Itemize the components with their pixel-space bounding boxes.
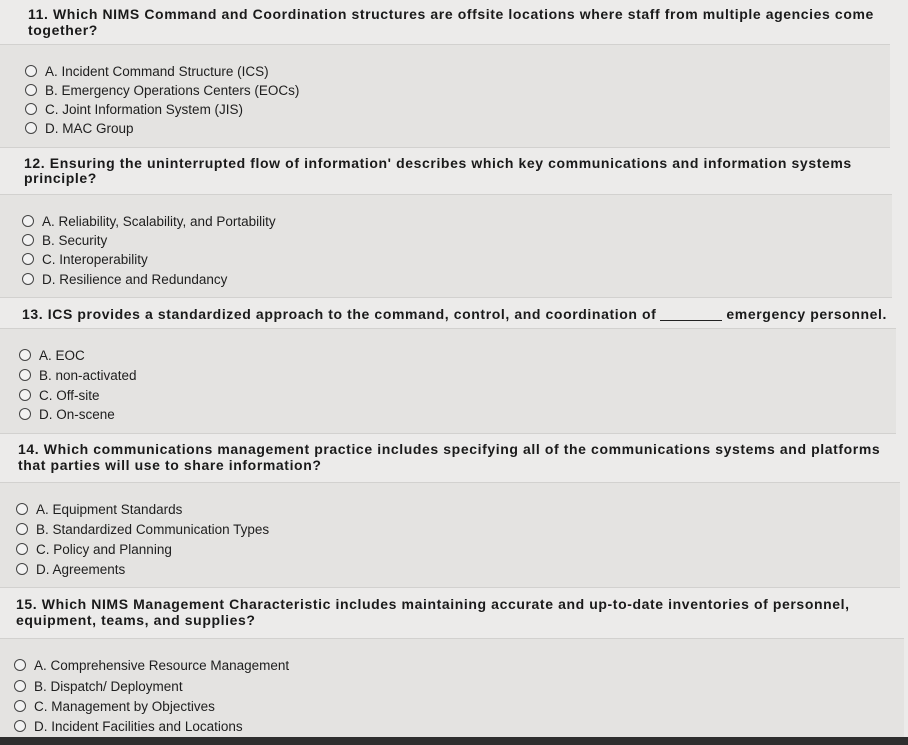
radio-button-icon[interactable] [14, 700, 26, 712]
q13-option-b[interactable] [19, 366, 137, 384]
q15-option-a[interactable] [14, 656, 289, 674]
bottom-edge-bar [0, 737, 908, 745]
option-label: A. Reliability, Scalability, and Portability [42, 213, 276, 229]
radio-button-icon[interactable] [25, 122, 37, 134]
radio-button-icon[interactable] [22, 234, 34, 246]
q15-option-d[interactable] [14, 717, 243, 735]
question-14-text-line2: that parties will use to share information? [18, 457, 322, 473]
radio-button-icon[interactable] [22, 215, 34, 227]
option-label: A. Equipment Standards [36, 501, 183, 517]
radio-button-icon[interactable] [16, 563, 28, 575]
option-label: A. Comprehensive Resource Management [34, 657, 290, 673]
question-12-text-line1: 12. Ensuring the uninterrupted flow of information' describes which key communications and information systems [24, 155, 852, 171]
q15-option-b[interactable] [14, 677, 183, 695]
question-13-text [22, 306, 887, 323]
q14-option-b[interactable] [16, 520, 269, 538]
option-label: D. Agreements [36, 561, 126, 577]
q14-option-a[interactable] [16, 500, 182, 518]
radio-button-icon[interactable] [14, 680, 26, 692]
radio-button-icon[interactable] [19, 349, 31, 361]
radio-button-icon[interactable] [16, 523, 28, 535]
option-label: B. non-activated [39, 367, 137, 383]
question-11-text-line2: together? [28, 22, 98, 38]
option-label: B. Security [42, 232, 108, 248]
option-label: D. Resilience and Redundancy [42, 271, 228, 287]
q11-option-a[interactable] [25, 62, 269, 80]
q11-option-c[interactable] [25, 100, 243, 118]
option-label: A. EOC [39, 347, 85, 363]
radio-button-icon[interactable] [19, 389, 31, 401]
q13-option-c[interactable] [19, 386, 100, 404]
question-15-text-line2: equipment, teams, and supplies? [16, 612, 256, 628]
option-label: C. Management by Objectives [34, 698, 215, 714]
radio-button-icon[interactable] [19, 408, 31, 420]
question-13-text-before-blank: 13. ICS provides a standardized approach to the command, control, and coordination of [22, 306, 657, 322]
radio-button-icon[interactable] [14, 720, 26, 732]
q14-option-d[interactable] [16, 560, 125, 578]
question-14-text-line1: 14. Which communications management practice includes specifying all of the communications systems and platforms [18, 441, 881, 457]
q12-option-d[interactable] [22, 270, 227, 288]
radio-button-icon[interactable] [16, 503, 28, 515]
option-label: B. Standardized Communication Types [36, 521, 270, 537]
question-15-text-line1: 15. Which NIMS Management Characteristic includes maintaining accurate and up-to-date inventories of personnel, [16, 596, 850, 612]
radio-button-icon[interactable] [16, 543, 28, 555]
q13-option-a[interactable] [19, 346, 85, 364]
option-label: D. MAC Group [45, 120, 134, 136]
option-label: D. On-scene [39, 406, 115, 422]
option-label: C. Joint Information System (JIS) [45, 101, 244, 117]
fill-in-blank [660, 320, 722, 321]
q14-option-c[interactable] [16, 540, 172, 558]
q11-option-b[interactable] [25, 81, 299, 99]
option-label: A. Incident Command Structure (ICS) [45, 63, 269, 79]
radio-button-icon[interactable] [25, 103, 37, 115]
option-label: C. Policy and Planning [36, 541, 172, 557]
option-label: D. Incident Facilities and Locations [34, 718, 243, 734]
radio-button-icon[interactable] [22, 273, 34, 285]
question-11-text-line1: 11. Which NIMS Command and Coordination structures are offsite locations where staff from multiple agencies come [28, 6, 874, 22]
option-label: B. Dispatch/ Deployment [34, 678, 183, 694]
radio-button-icon[interactable] [19, 369, 31, 381]
q12-option-b[interactable] [22, 231, 107, 249]
option-label: B. Emergency Operations Centers (EOCs) [45, 82, 300, 98]
q12-option-a[interactable] [22, 212, 276, 230]
radio-button-icon[interactable] [22, 253, 34, 265]
q13-option-d[interactable] [19, 405, 115, 423]
option-label: C. Interoperability [42, 251, 148, 267]
q12-option-c[interactable] [22, 250, 148, 268]
radio-button-icon[interactable] [25, 84, 37, 96]
radio-button-icon[interactable] [14, 659, 26, 671]
radio-button-icon[interactable] [25, 65, 37, 77]
q15-option-c[interactable] [14, 697, 215, 715]
question-12-text-line2: principle? [24, 170, 97, 186]
option-label: C. Off-site [39, 387, 100, 403]
q11-option-d[interactable] [25, 119, 134, 137]
question-13-text-after-blank: emergency personnel. [726, 306, 888, 322]
